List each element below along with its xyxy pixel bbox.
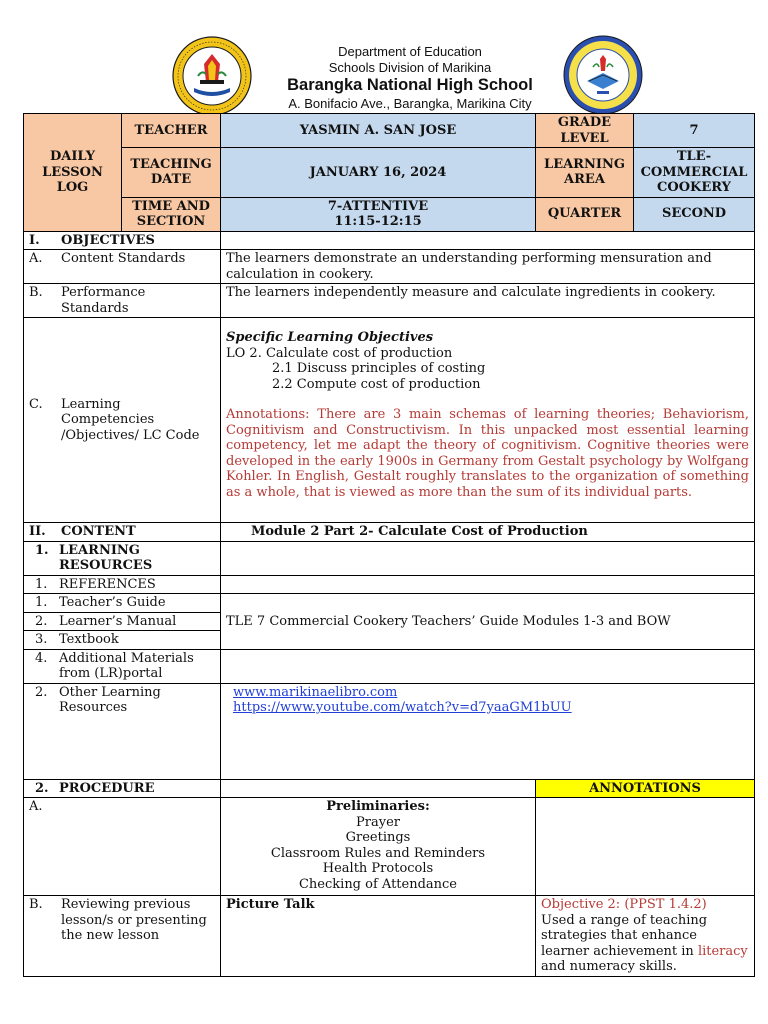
other-resources-label: 2. Other Learning Resources [24, 683, 221, 779]
content-heading: II. CONTENT [24, 523, 221, 542]
preliminaries-annotation [536, 798, 755, 896]
learning-competencies-label: C. Learning Competencies /Objectives/ LC Code [24, 318, 221, 523]
grade-label: GRADE LEVEL [536, 114, 634, 148]
reviewing-annotation [536, 896, 755, 977]
annotations-header: ANNOTATIONS [536, 779, 755, 798]
area-value: TLE-COMMERCIAL COOKERY [634, 148, 755, 198]
lo-item-2: 2.2 Compute cost of production [272, 376, 481, 392]
additional-materials-label: 4. Additional Materials from (LR)portal [24, 649, 221, 683]
content-standards-text: The learners demonstrate an understanding performing mensuration and calculation in cookery. [221, 250, 755, 284]
date-label: TEACHING DATE [122, 148, 221, 198]
prelim-item: Prayer [356, 814, 400, 830]
teacher-label: TEACHER [122, 114, 221, 148]
objectives-heading: I. OBJECTIVES [24, 231, 221, 250]
prelim-item: Greetings [345, 830, 411, 845]
document-header [0, 0, 768, 114]
marikina-elibro-link[interactable]: www.marikinaelibro.com [233, 684, 398, 700]
preliminaries-cell [221, 798, 536, 896]
learning-resources-blank [221, 541, 755, 575]
objectives-blank [221, 231, 755, 250]
division-seal-logo [172, 36, 252, 116]
preliminaries-label: A. [24, 798, 221, 896]
department-name: Department of Education [338, 44, 482, 59]
area-label: LEARNING AREA [536, 148, 634, 198]
prelim-item: Classroom Rules and Reminders [270, 845, 486, 861]
references-blank [221, 575, 755, 594]
guide-text: TLE 7 Commercial Cookery Teachers’ Guide Modules 1-3 and BOW [221, 594, 755, 650]
school-name: Barangka National High School [287, 76, 533, 94]
learners-manual-label: 2. Learner’s Manual [24, 612, 221, 631]
time-section-label: TIME AND SECTION [122, 197, 221, 231]
header-text-block [255, 44, 565, 111]
procedure-heading: 2. PROCEDURE [24, 779, 221, 798]
literacy-word: literacy [697, 943, 748, 959]
teachers-guide-label: 1. Teacher’s Guide [24, 594, 221, 613]
annotation-note: Used a range of teaching strategies that enhance learner achievement in literacy and numeracy skills. [541, 912, 748, 974]
textbook-label: 3. Textbook [24, 631, 221, 650]
learning-competencies-cell [221, 318, 755, 523]
youtube-link[interactable]: https://www.youtube.com/watch?v=d7yaaGM1bUU [233, 700, 572, 715]
teacher-value: YASMIN A. SAN JOSE [221, 114, 536, 148]
picture-talk-cell: Picture Talk [221, 896, 536, 977]
performance-standards-text: The learners independently measure and calculate ingredients in cookery. [221, 284, 755, 318]
school-seal-logo [563, 35, 643, 115]
quarter-label: QUARTER [536, 197, 634, 231]
daily-lesson-log-table [23, 113, 755, 977]
school-address: A. Bonifacio Ave., Barangka, Marikina City [288, 96, 532, 111]
slo-title: Specific Learning Objectives [226, 330, 434, 345]
date-value: JANUARY 16, 2024 [221, 148, 536, 198]
other-resources-links [221, 683, 755, 779]
time-section-value [221, 197, 536, 231]
section-value: 7-ATTENTIVE [327, 198, 429, 214]
references-label: 1. REFERENCES [24, 575, 221, 594]
time-value: 11:15-12:15 [334, 214, 422, 229]
reviewing-lesson-label: B. Reviewing previous lesson/s or presenting the new lesson [24, 896, 221, 977]
quarter-value: SECOND [634, 197, 755, 231]
module-title: Module 2 Part 2- Calculate Cost of Production [221, 523, 755, 542]
grade-value: 7 [634, 114, 755, 148]
additional-materials-blank [221, 649, 755, 683]
annotation-text: Annotations: There are 3 main schemas of learning theories; Behaviorism, Cognitivism and Constructivism. In this unpacked most essential learning competency, let me adapt the theory of cognitivism. Cognitive theories were developed in the early 1900s in Germany from Gestalt psychology by Wolfgang Kohler. In English, Gestalt roughly translates to the organization of something as a whole, that is viewed as more than the sum of its individual parts. [226, 407, 749, 500]
prelim-item: Checking of Attendance [298, 876, 458, 892]
lo-item-1: 2.1 Discuss principles of costing [272, 361, 486, 376]
content-standards-label: A. Content Standards [24, 250, 221, 284]
lo-text: LO 2. Calculate cost of production [226, 345, 453, 361]
preliminaries-title: Preliminaries: [326, 799, 430, 814]
prelim-item: Health Protocols [322, 861, 434, 876]
procedure-blank [221, 779, 536, 798]
performance-standards-label: B. Performance Standards [24, 284, 221, 318]
learning-resources-heading: 1. LEARNING RESOURCES [24, 541, 221, 575]
objective-2-label: Objective 2: (PPST 1.4.2) [541, 897, 707, 912]
division-name: Schools Division of Marikina [328, 60, 492, 75]
dll-label-cell: DAILY LESSON LOG [24, 114, 122, 232]
